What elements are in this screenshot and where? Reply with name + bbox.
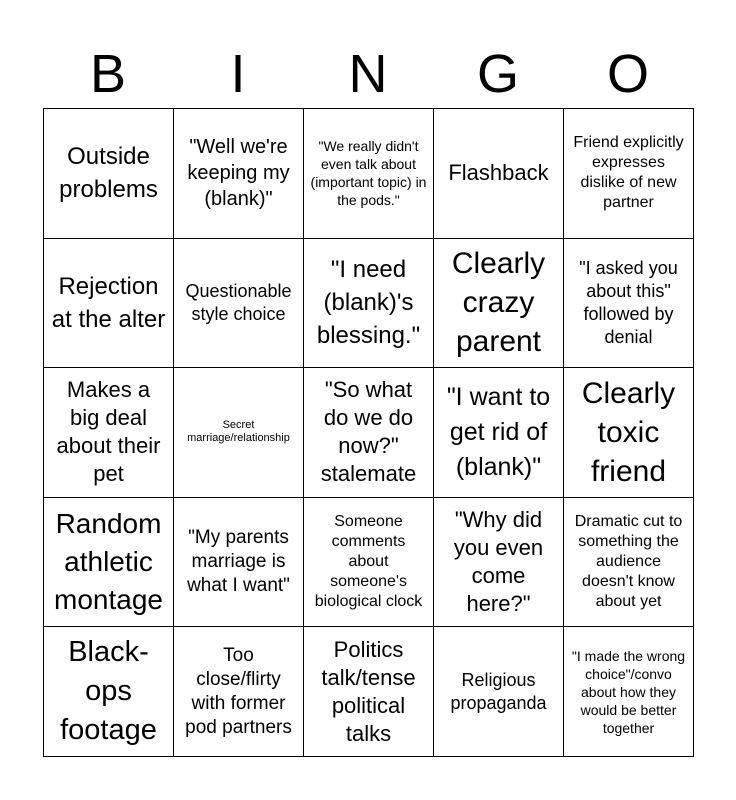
cell-text: "I need (blank)'s blessing." <box>316 256 421 350</box>
bingo-cell[interactable] <box>174 627 304 757</box>
bingo-cell[interactable] <box>44 239 174 369</box>
cell-text: "I made the wrong choice"/convo about how they would be better together <box>571 647 686 736</box>
cell-text: "Why did you even come here?" <box>453 507 544 617</box>
cell-text: "My parents marriage is what I want" <box>187 527 290 597</box>
bingo-cell[interactable] <box>304 368 434 498</box>
header-letter-i: I <box>230 44 246 104</box>
bingo-cell[interactable] <box>304 109 434 239</box>
cell-text: Religious propaganda <box>450 669 547 713</box>
bingo-cell[interactable] <box>44 109 174 239</box>
cell-text: Clearly toxic friend <box>581 376 676 488</box>
bingo-cell[interactable] <box>434 239 564 369</box>
cell-text: Clearly crazy parent <box>451 247 546 359</box>
cell-text: "So what do we do now?" stalemate <box>320 377 417 487</box>
cell-text: Black-ops footage <box>60 636 157 747</box>
bingo-cell[interactable] <box>174 368 304 498</box>
cell-text: Politics talk/tense political talks <box>321 636 416 746</box>
bingo-cell[interactable] <box>434 498 564 628</box>
bingo-cell[interactable] <box>434 109 564 239</box>
cell-text: Too close/flirty with former pod partners <box>185 644 292 738</box>
bingo-cell[interactable] <box>174 239 304 369</box>
cell-text: Makes a big deal about their pet <box>56 377 161 487</box>
cell-text: Random athletic montage <box>54 508 163 616</box>
cell-text: Secret marriage/relationship <box>187 419 290 445</box>
cell-text: Friend explicitly expresses dislike of new partner <box>573 134 684 212</box>
bingo-cell[interactable] <box>304 498 434 628</box>
bingo-cell[interactable] <box>564 239 694 369</box>
bingo-cell[interactable] <box>44 627 174 757</box>
bingo-header <box>43 40 693 108</box>
bingo-cell[interactable] <box>44 498 174 628</box>
bingo-cell[interactable] <box>564 498 694 628</box>
bingo-cell[interactable] <box>564 368 694 498</box>
cell-text: Rejection at the alter <box>51 272 166 333</box>
header-letter-g: G <box>476 44 519 104</box>
bingo-cell[interactable] <box>174 498 304 628</box>
bingo-cell[interactable] <box>434 368 564 498</box>
bingo-cell[interactable] <box>44 368 174 498</box>
cell-text: Flashback <box>448 160 549 186</box>
cell-text: Dramatic cut to something the audience doesn't know about yet <box>574 513 683 611</box>
cell-text: "I asked you about this" followed by denial <box>579 257 678 347</box>
cell-text: Outside problems <box>59 143 158 204</box>
cell-text: Questionable style choice <box>185 280 292 324</box>
bingo-card <box>43 108 694 757</box>
bingo-cell[interactable] <box>564 627 694 757</box>
bingo-cell[interactable] <box>304 239 434 369</box>
header-letter-o: O <box>606 44 649 104</box>
header-letter-b: B <box>89 44 127 104</box>
header-letter-n: N <box>348 44 388 104</box>
bingo-cell[interactable] <box>304 627 434 757</box>
bingo-cell[interactable] <box>174 109 304 239</box>
cell-text: "I want to get rid of (blank)" <box>446 382 551 481</box>
bingo-cell[interactable] <box>564 109 694 239</box>
cell-text: "Well we're keeping my (blank)" <box>187 136 290 211</box>
cell-text: Someone comments about someone's biological clock <box>314 513 423 611</box>
cell-text: "We really didn't even talk about (important topic) in the pods." <box>310 138 427 209</box>
bingo-cell[interactable] <box>434 627 564 757</box>
